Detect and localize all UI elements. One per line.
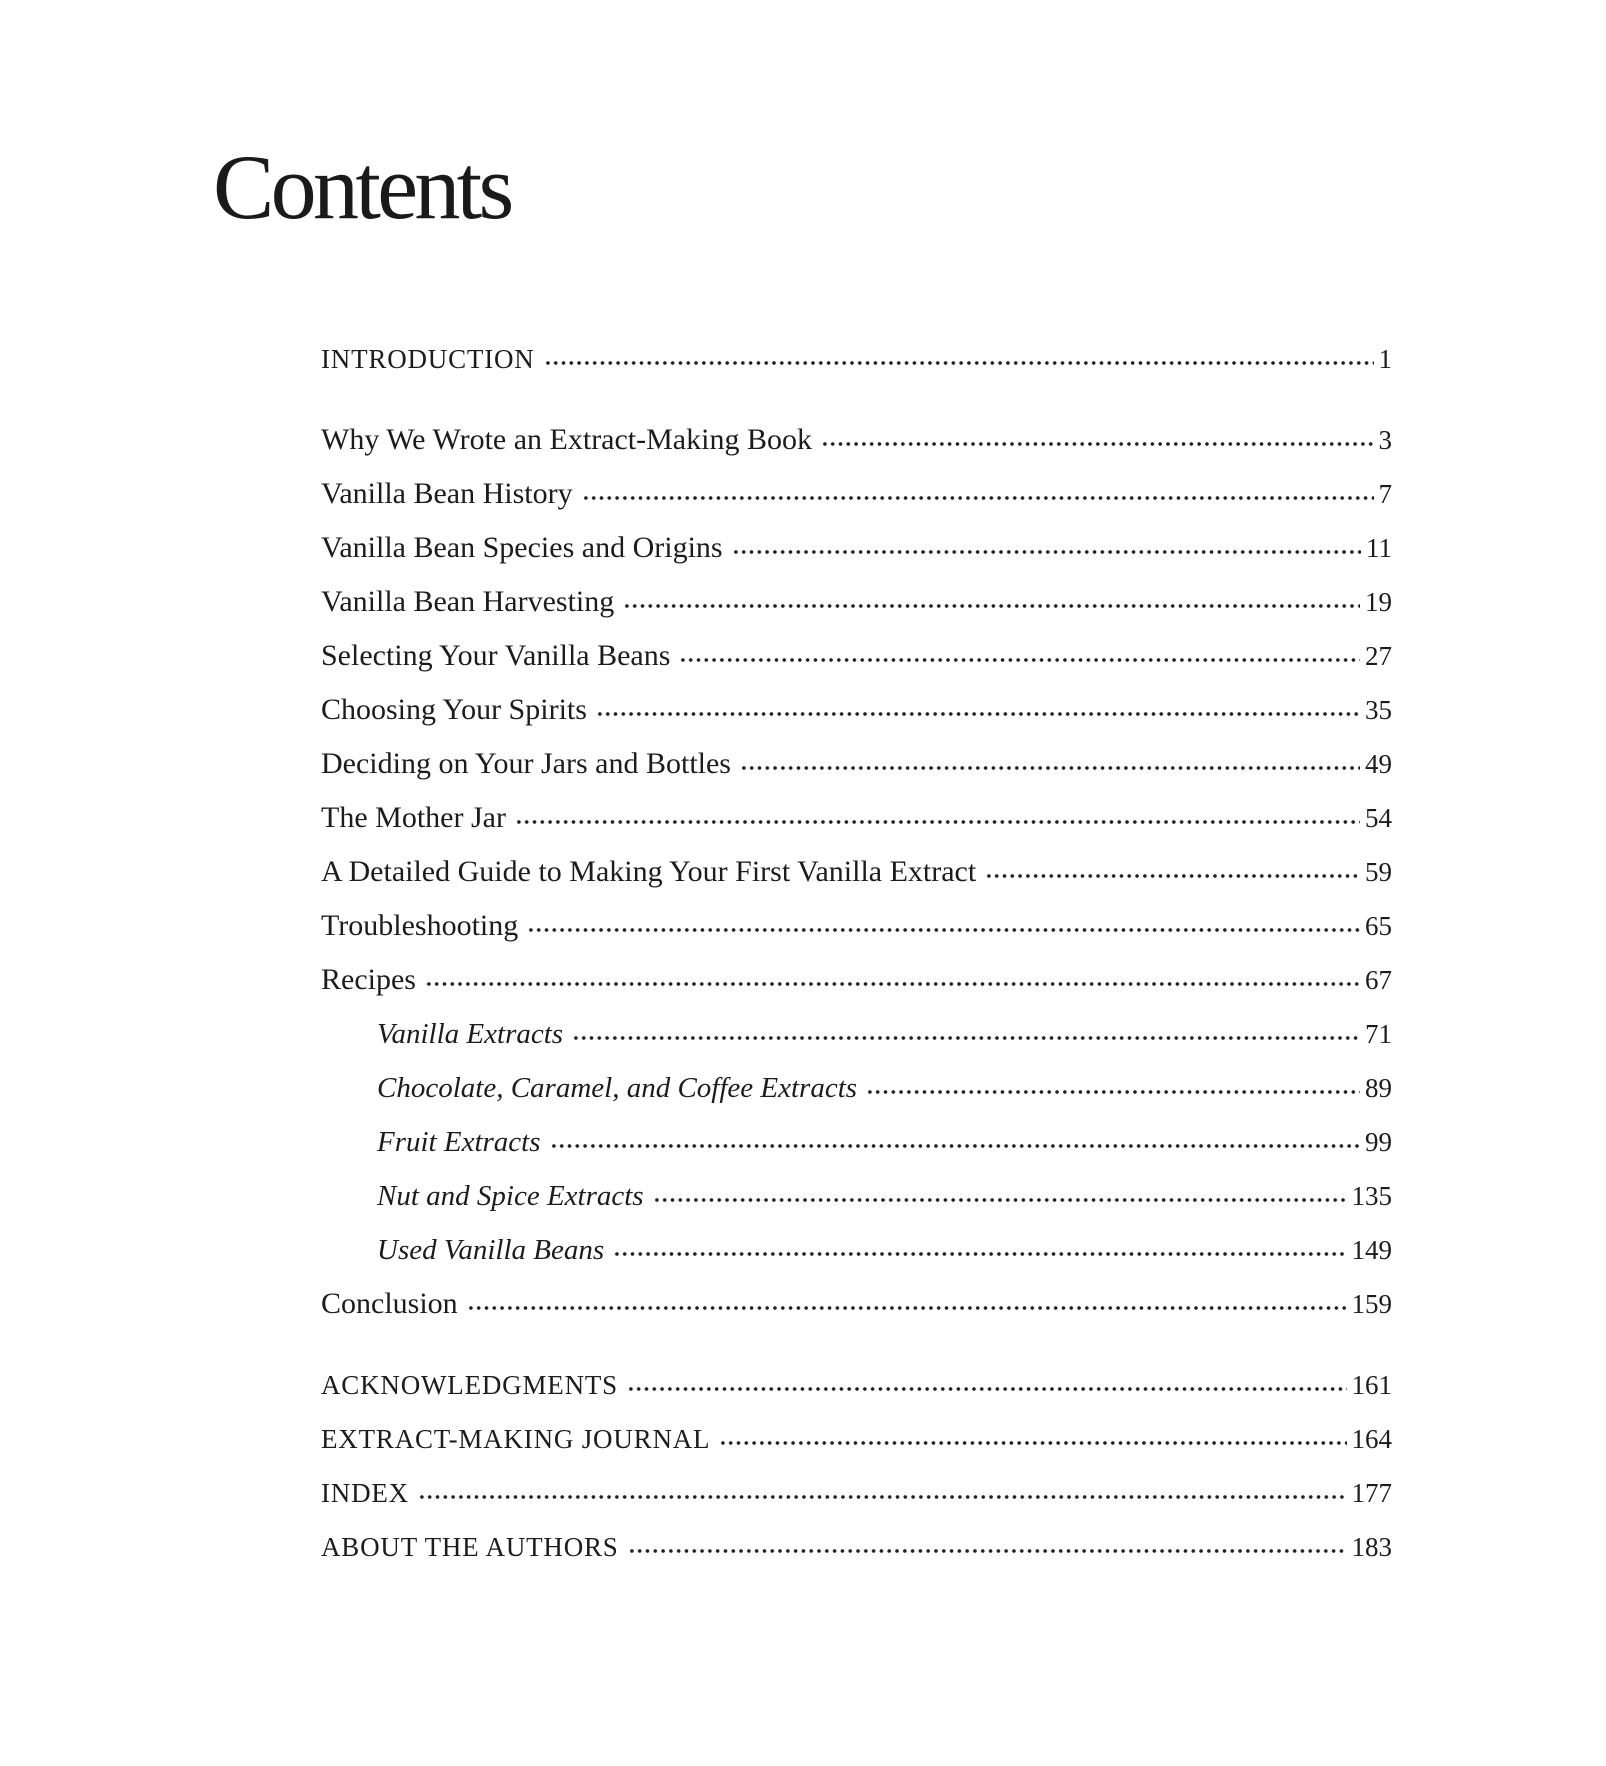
dot-leader (613, 1252, 1346, 1256)
toc-entry (321, 413, 1392, 467)
toc-entry-page: 183 (1351, 1532, 1392, 1562)
toc-entry (321, 467, 1392, 521)
dot-leader (985, 874, 1360, 878)
toc-entry-label: INTRODUCTION (321, 344, 535, 374)
dot-leader (544, 361, 1374, 365)
toc-entry-page: 11 (1366, 533, 1392, 563)
toc-entry-label: Recipes (321, 963, 416, 996)
toc-entry-page: 71 (1365, 1019, 1392, 1049)
toc-entry-page: 19 (1365, 587, 1392, 617)
dot-leader (740, 766, 1360, 770)
toc-entry-page: 89 (1365, 1073, 1392, 1103)
dot-leader (821, 442, 1374, 446)
dot-leader (425, 982, 1360, 986)
toc-entry (321, 683, 1392, 737)
toc-entry-label: Deciding on Your Jars and Bottles (321, 747, 731, 780)
toc-entry-label: Fruit Extracts (377, 1126, 541, 1158)
toc-entry (321, 1466, 1392, 1520)
dot-leader (418, 1495, 1347, 1499)
toc-entry-page: 161 (1351, 1370, 1392, 1400)
dot-leader (719, 1441, 1346, 1445)
toc-entry-label: ABOUT THE AUTHORS (321, 1532, 619, 1562)
dot-leader (732, 550, 1361, 554)
toc-entry-label: Chocolate, Caramel, and Coffee Extracts (377, 1072, 858, 1104)
toc-entry-label: Why We Wrote an Extract-Making Book (321, 423, 812, 456)
toc-entry-page: 1 (1378, 344, 1392, 374)
dot-leader (527, 928, 1360, 932)
dot-leader (550, 1144, 1360, 1148)
toc-entry (321, 1223, 1392, 1277)
dot-leader (866, 1090, 1360, 1094)
toc-entry-page: 67 (1365, 965, 1392, 995)
toc-entry (321, 1061, 1392, 1115)
dot-leader (653, 1198, 1347, 1202)
toc-entry (321, 899, 1392, 953)
toc-entry-label: Nut and Spice Extracts (377, 1180, 644, 1212)
toc-entry-page: 99 (1365, 1127, 1392, 1157)
toc-entry-label: ACKNOWLEDGMENTS (321, 1370, 618, 1400)
toc-entry (321, 1169, 1392, 1223)
dot-leader (572, 1036, 1360, 1040)
toc-entry-page: 35 (1365, 695, 1392, 725)
toc-entry-page: 65 (1365, 911, 1392, 941)
toc-entry-label: Vanilla Bean Species and Origins (321, 531, 723, 564)
toc-entry-label: Conclusion (321, 1287, 458, 1320)
toc-entry-page: 49 (1365, 749, 1392, 779)
toc-entry-label: Vanilla Bean History (321, 477, 573, 510)
toc-entry-label: EXTRACT-MAKING JOURNAL (321, 1424, 711, 1454)
dot-leader (679, 658, 1360, 662)
toc-entry (321, 1115, 1392, 1169)
toc-entry (321, 332, 1392, 386)
toc-entry-label: Selecting Your Vanilla Beans (321, 639, 671, 672)
toc-entry (321, 1007, 1392, 1061)
toc-entry-label: Choosing Your Spirits (321, 693, 587, 726)
toc-entry (321, 1412, 1392, 1466)
toc-entry-label: A Detailed Guide to Making Your First Vanilla Extract (321, 855, 977, 888)
dot-leader (627, 1387, 1347, 1391)
toc-entry (321, 737, 1392, 791)
toc-entry (321, 953, 1392, 1007)
toc-entry (321, 791, 1392, 845)
toc-entry (321, 521, 1392, 575)
toc-entry-page: 149 (1351, 1235, 1392, 1265)
toc-entry (321, 845, 1392, 899)
dot-leader (582, 496, 1374, 500)
toc-entry-page: 3 (1378, 425, 1392, 455)
toc-entry (321, 629, 1392, 683)
toc-entry-label: The Mother Jar (321, 801, 506, 834)
dot-leader (628, 1549, 1347, 1553)
table-of-contents (321, 332, 1392, 1574)
toc-entry-label: INDEX (321, 1478, 409, 1508)
toc-entry-page: 7 (1378, 479, 1392, 509)
toc-entry-label: Used Vanilla Beans (377, 1234, 605, 1266)
toc-entry-page: 164 (1351, 1424, 1392, 1454)
toc-entry (321, 1358, 1392, 1412)
toc-entry (321, 1520, 1392, 1574)
toc-entry-label: Troubleshooting (321, 909, 519, 942)
toc-entry (321, 575, 1392, 629)
toc-entry-label: Vanilla Extracts (377, 1018, 564, 1050)
toc-entry-page: 177 (1351, 1478, 1392, 1508)
toc-entry-page: 27 (1365, 641, 1392, 671)
dot-leader (623, 604, 1360, 608)
toc-entry (321, 1277, 1392, 1331)
page-title: Contents (213, 136, 511, 238)
toc-entry-page: 59 (1365, 857, 1392, 887)
dot-leader (467, 1306, 1347, 1310)
dot-leader (596, 712, 1360, 716)
dot-leader (515, 820, 1360, 824)
toc-entry-page: 135 (1351, 1181, 1392, 1211)
toc-entry-page: 54 (1365, 803, 1392, 833)
toc-entry-label: Vanilla Bean Harvesting (321, 585, 615, 618)
toc-entry-page: 159 (1351, 1289, 1392, 1319)
